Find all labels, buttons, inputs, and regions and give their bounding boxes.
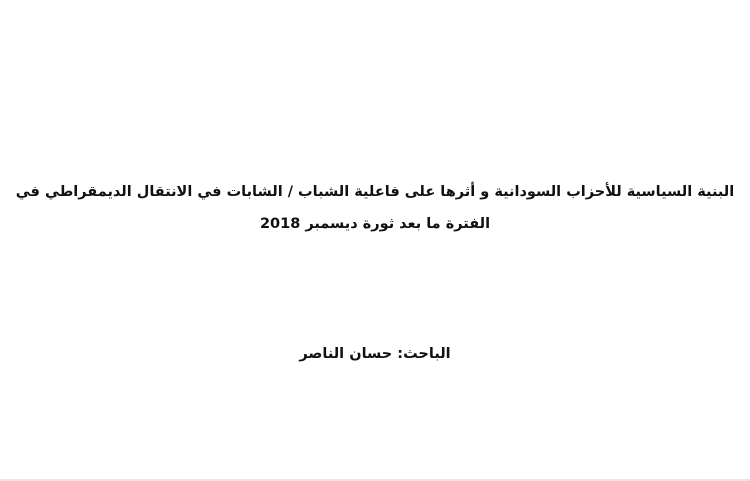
document-title	[0, 176, 750, 240]
title-line-2: الفترة ما بعد ثورة ديسمبر 2018	[259, 216, 491, 232]
author-line: الباحث: حسان الناصر	[299, 346, 451, 362]
title-line-1: البنية السياسية للأحزاب السودانية و أثرها على فاعلية الشباب / الشابات في الانتقال الديمقراطي في	[15, 184, 735, 200]
